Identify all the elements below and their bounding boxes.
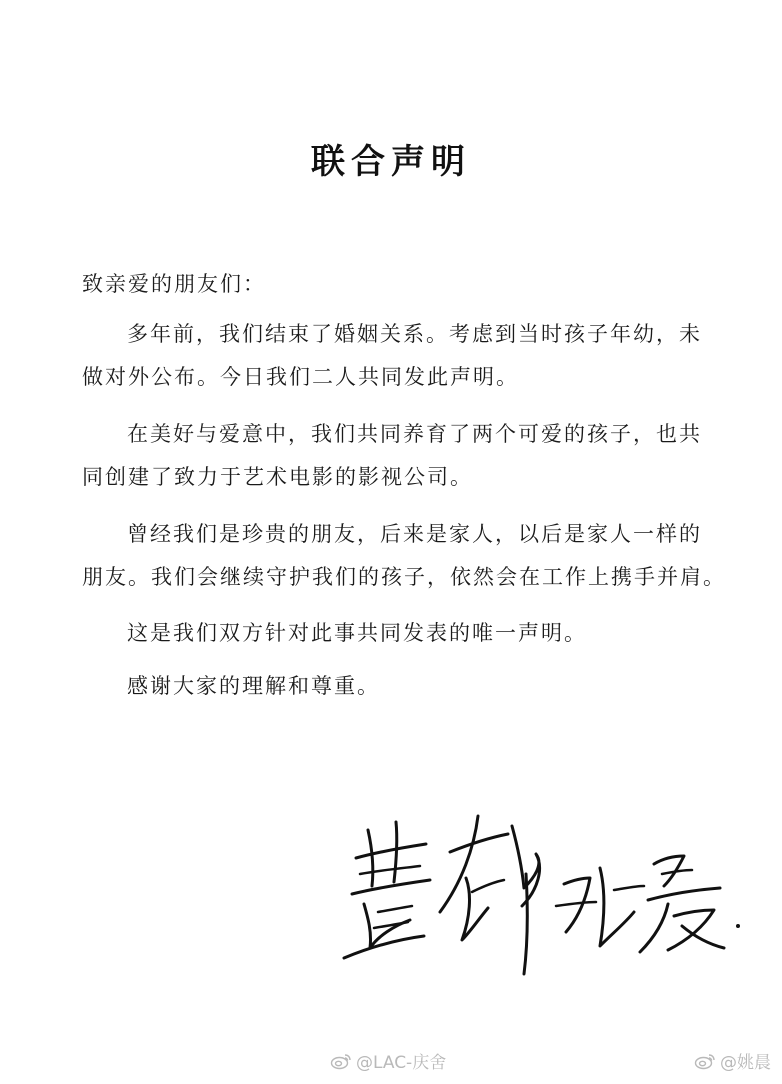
document-title: 联合声明 xyxy=(311,142,471,182)
paragraph-line: 多年前，我们结束了婚姻关系。考虑到当时孩子年幼，未 xyxy=(127,322,702,346)
paragraph-line: 感谢大家的理解和尊重。 xyxy=(127,674,380,698)
paragraph-line: 朋友。我们会继续守护我们的孩子，依然会在工作上携手并肩。 xyxy=(82,565,726,589)
weibo-watermark-left xyxy=(330,1048,446,1073)
paragraph-1 xyxy=(82,313,702,399)
paragraph-4 xyxy=(82,612,702,655)
weibo-watermark-right xyxy=(694,1048,771,1073)
paragraph-line: 同创建了致力于艺术电影的影视公司。 xyxy=(82,465,473,489)
paragraph-line: 做对外公布。今日我们二人共同发此声明。 xyxy=(82,365,519,389)
watermark-text: @LAC-庆舍 xyxy=(356,1053,447,1073)
paragraph-2 xyxy=(82,413,702,499)
paragraph-5 xyxy=(82,665,702,708)
handwritten-signature xyxy=(338,808,758,978)
paragraph-line: 曾经我们是珍贵的朋友，后来是家人，以后是家人一样的 xyxy=(127,522,702,546)
salutation: 致亲爱的朋友们： xyxy=(82,272,266,296)
paragraph-3 xyxy=(82,513,726,599)
paragraph-line: 在美好与爱意中，我们共同养育了两个可爱的孩子，也共 xyxy=(127,422,702,446)
paragraph-line: 这是我们双方针对此事共同发表的唯一声明。 xyxy=(127,621,587,645)
weibo-icon xyxy=(694,1052,716,1070)
weibo-icon xyxy=(330,1052,352,1070)
watermark-text: @姚晨 xyxy=(720,1053,771,1073)
